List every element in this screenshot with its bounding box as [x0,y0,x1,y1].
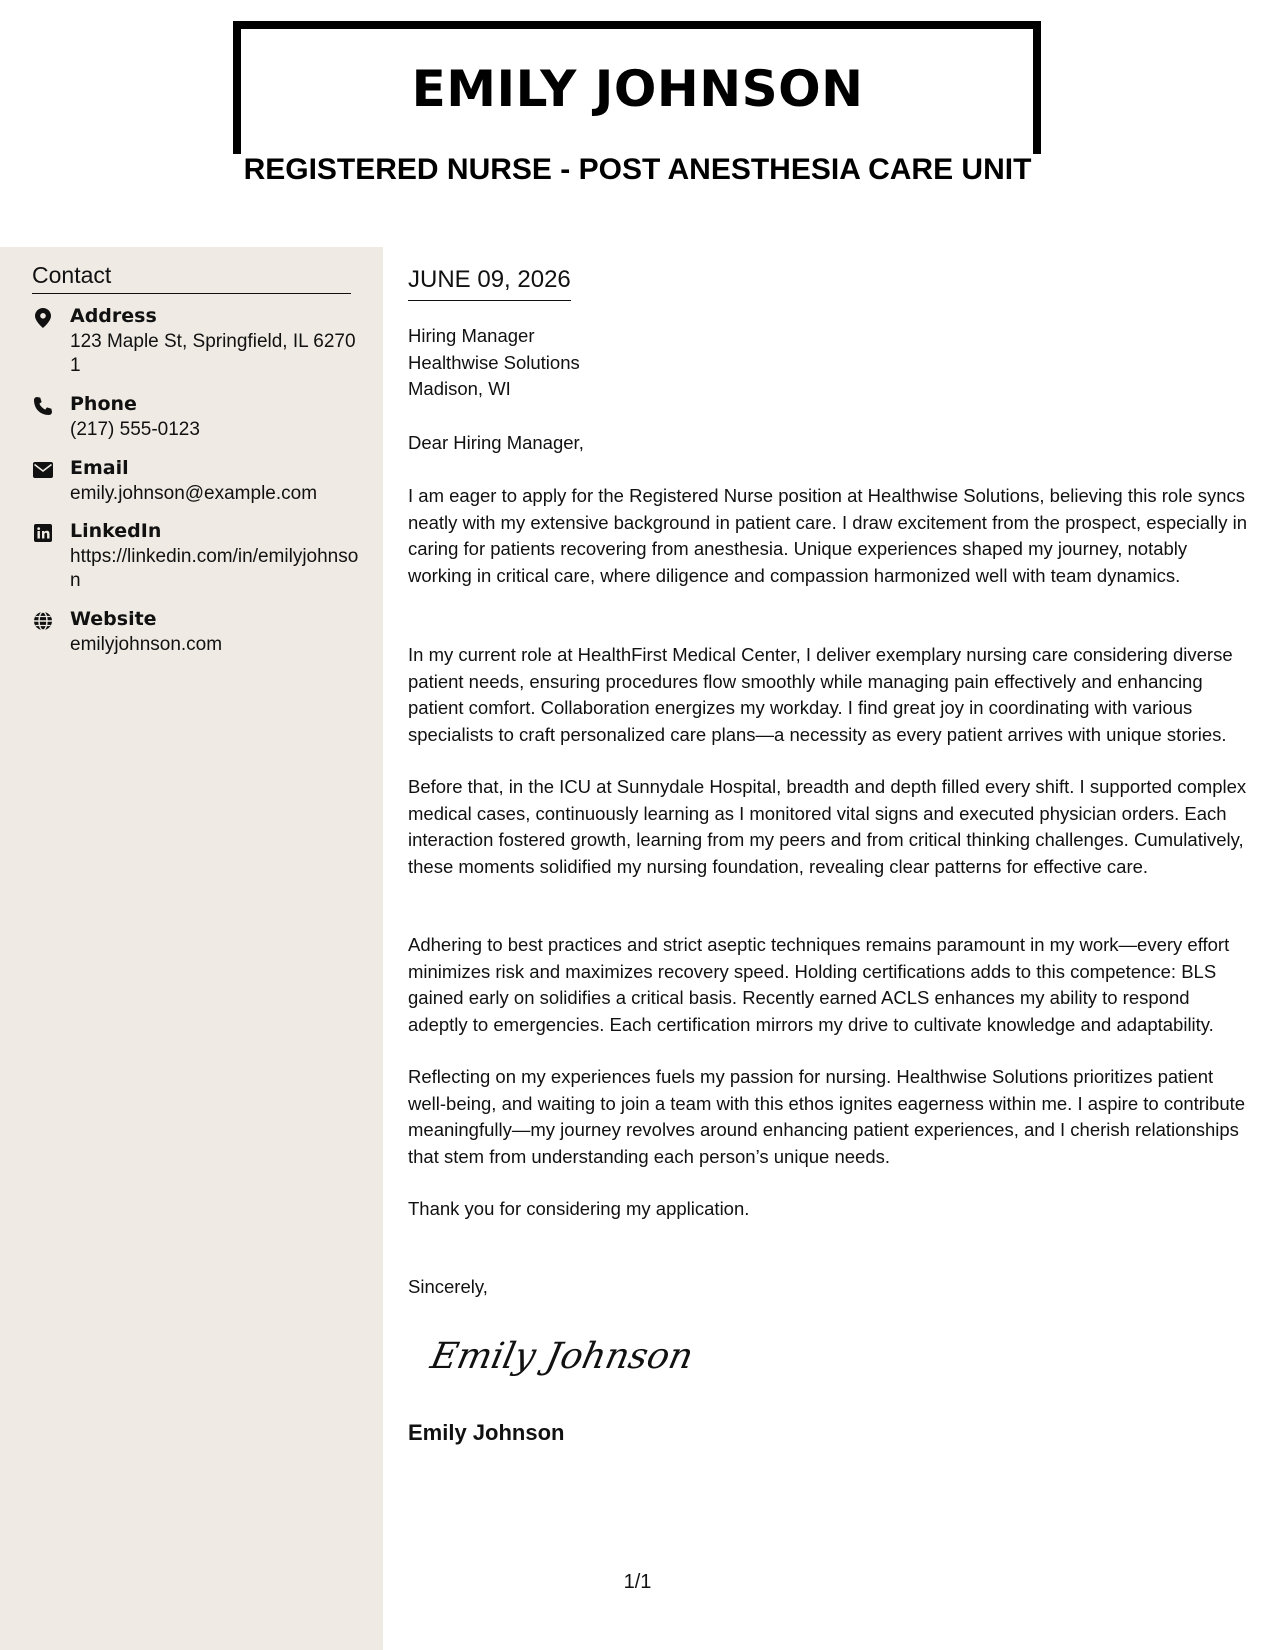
signer-name: Emily Johnson [408,1420,565,1445]
salutation: Dear Hiring Manager, [408,432,584,453]
paragraph-text: I am eager to apply for the Registered Nurse position at Healthwise Solutions, believing this role syncs neatly with my extensive background in patient care. I draw excitement from the prospect, especially in caring for patients recovering from anesthesia. Unique experiences shaped my journey, notably working in critical care, where diligence and compassion harmonized well with team dynamics. [408,485,1248,586]
website-label: Website [70,608,157,630]
paragraph-text: Adhering to best practices and strict aseptic techniques remains paramount in my work—every effort minimizes risk and maximizes recovery speed. Holding certifications adds to this competence: BLS gained early on solidifies a critical basis. Recently earned ACLS enhances my ability to respond adeptly to emergencies. Each certification mirrors my drive to cultivate knowledge and adaptability. [408,934,1230,1035]
paragraph-3 [408,774,1253,880]
paragraph-text: Thank you for considering my application. [408,1198,750,1219]
contact-sidebar [0,247,383,1650]
recipient-company: Healthwise Solutions [408,351,580,373]
address-label: Address [70,305,157,327]
phone-label: Phone [70,393,137,415]
applicant-name: EMILY JOHNSON [411,60,864,118]
paragraph-text: Reflecting on my experiences fuels my passion for nursing. Healthwise Solutions prioritizes patient well-being, and waiting to join a team with this ethos ignites eagerness within me. I aspire to contribute meaningfully—my journey revolves around enhancing patient experiences, and I cherish relationships that stem from understanding each person’s unique needs. [408,1066,1246,1167]
paragraph-4 [408,932,1253,1038]
page-number: 1/1 [623,1571,652,1593]
paragraph-2 [408,642,1253,748]
phone-value: (217) 555-0123 [70,419,200,440]
envelope-icon [32,459,54,481]
contact-heading: Contact [32,262,351,294]
website-value[interactable]: emilyjohnson.com [70,634,223,655]
recipient-block [408,323,580,403]
paragraph-6 [408,1196,1253,1223]
location-pin-icon [32,307,54,329]
linkedin-value[interactable]: https://linkedin.com/in/emilyjohnson [70,546,359,591]
linkedin-label: LinkedIn [70,520,162,542]
handwritten-signature [425,1328,698,1389]
email-label: Email [70,457,129,479]
address-value: 123 Maple St, Springfield, IL 62701 [70,331,356,376]
paragraph-text: In my current role at HealthFirst Medical Center, I deliver exemplary nursing care considering diverse patient needs, ensuring procedures flow smoothly while managing pain effectively and enhancing patient comfort. Collaboration energizes my workday. I find great joy in coordinating with various specialists to craft personalized care plans—a necessity as every patient arrives with unique stories. [408,644,1233,745]
recipient-location: Madison, WI [408,378,511,399]
globe-icon [32,610,54,632]
job-title: REGISTERED NURSE - POST ANESTHESIA CARE UNIT [243,153,1032,186]
email-value: emily.johnson@example.com [70,483,318,504]
recipient-title: Hiring Manager [408,325,535,346]
svg-text:Emily Johnson: Emily Johnson [427,1334,698,1377]
phone-icon [32,395,54,417]
paragraph-text: Before that, in the ICU at Sunnydale Hospital, breadth and depth filled every shift. I supported complex medical cases, continuously learning as I monitored vital signs and executed physician orders. Each interaction fostered growth, learning from my peers and from critical thinking challenges. Cumulatively, these moments solidified my nursing foundation, revealing clear patterns for effective care. [408,776,1247,877]
paragraph-5 [408,1064,1253,1170]
paragraph-1 [408,483,1253,589]
letter-date: JUNE 09, 2026 [408,266,571,301]
closing: Sincerely, [408,1276,488,1297]
linkedin-icon [32,522,54,544]
